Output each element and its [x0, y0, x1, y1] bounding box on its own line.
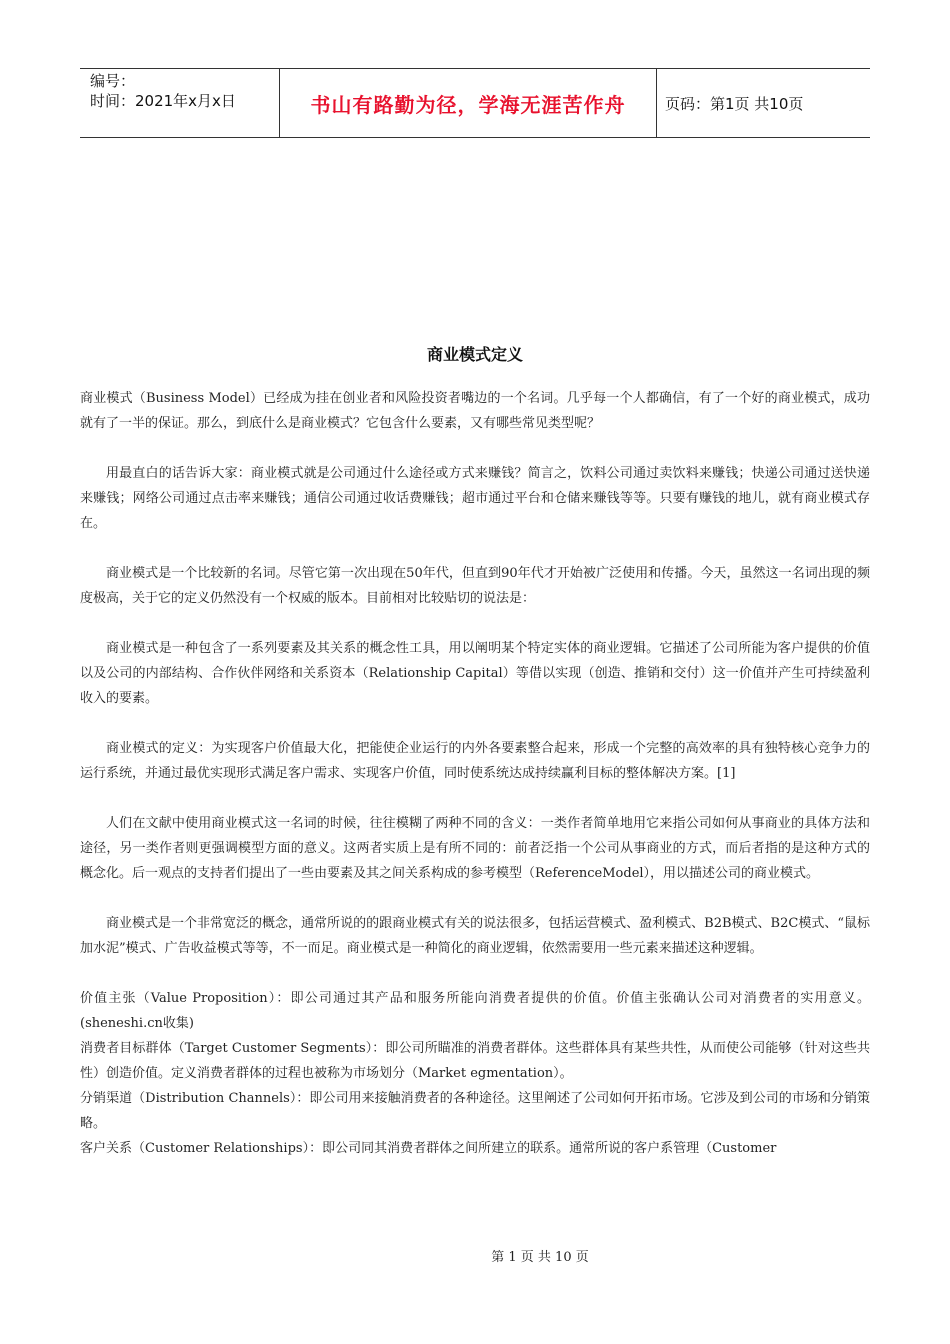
date-label: 时间：2021年x月x日: [90, 92, 236, 110]
paragraph: 人们在文献中使用商业模式这一名词的时候，往往模糊了两种不同的含义：一类作者简单地用它来指公司如何从事商业的具体方法和途径，另一类作者则更强调模型方面的意义。这两者实质上是有所不同的：前者泛指一个公司从事商业的方式，而后者指的是这种方式的概念化。后一观点的支持者们提出了一些由要素及其之间关系构成的参考模型（ReferenceModel），用以描述公司的商业模式。: [80, 816, 870, 881]
document-header: [80, 68, 870, 138]
header-left-cell: [80, 69, 280, 137]
page-footer: 第 1 页 共 10 页: [491, 1250, 589, 1265]
document-body: [80, 386, 870, 1161]
paragraph: 用最直白的话告诉大家：商业模式就是公司通过什么途径或方式来赚钱？简言之，饮料公司通过卖饮料来赚钱；快递公司通过送快递来赚钱；网络公司通过点击率来赚钱；通信公司通过收话费赚钱；超市通过平台和仓储来赚钱等等。只要有赚钱的地儿，就有商业模式存在。: [80, 466, 870, 531]
page-code: 页码：第1页 共10页: [665, 94, 804, 113]
paragraph: 商业模式（Business Model）已经成为挂在创业者和风险投资者嘴边的一个名词。几乎每一个人都确信，有了一个好的商业模式，成功就有了一半的保证。那么，到底什么是商业模式？它包含什么要素，又有哪些常见类型呢？: [80, 391, 870, 431]
paragraph: 商业模式的定义：为实现客户价值最大化，把能使企业运行的内外各要素整合起来，形成一个完整的高效率的具有独特核心竞争力的运行系统，并通过最优实现形式满足客户需求、实现客户价值，同时使系统达成持续赢利目标的整体解决方案。[1]: [80, 741, 870, 781]
paragraph: 商业模式是一个比较新的名词。尽管它第一次出现在50年代，但直到90年代才开始被广泛使用和传播。今天，虽然这一名词出现的频度极高，关于它的定义仍然没有一个权威的版本。目前相对比较贴切的说法是：: [80, 566, 870, 606]
paragraph: 商业模式是一个非常宽泛的概念，通常所说的的跟商业模式有关的说法很多，包括运营模式、盈利模式、B2B模式、B2C模式、“鼠标加水泥”模式、广告收益模式等等，不一而足。商业模式是一种简化的商业逻辑，依然需要用一些元素来描述这种逻辑。: [80, 916, 870, 956]
list-item: 消费者目标群体（Target Customer Segments）：即公司所瞄准的消费者群体。这些群体具有某些共性，从而使公司能够（针对这些共性）创造价值。定义消费者群体的过程也被称为市场划分（Market egmentation）。: [80, 1041, 870, 1081]
page-title: 商业模式定义: [426, 345, 523, 364]
list-item: 价值主张（Value Proposition）：即公司通过其产品和服务所能向消费者提供的价值。价值主张确认公司对消费者的实用意义。(sheneshi.cn收集): [80, 991, 870, 1031]
list-item: 客户关系（Customer Relationships）：即公司同其消费者群体之间所建立的联系。通常所说的客户系管理（Customer: [80, 1141, 777, 1156]
number-label: 编号：: [90, 72, 136, 90]
list-item: 分销渠道（Distribution Channels）：即公司用来接触消费者的各种途径。这里阐述了公司如何开拓市场。它涉及到公司的市场和分销策略。: [80, 1091, 870, 1131]
motto: 书山有路勤为径，学海无涯苦作舟: [280, 69, 657, 137]
paragraph: 商业模式是一种包含了一系列要素及其关系的概念性工具，用以阐明某个特定实体的商业逻辑。它描述了公司所能为客户提供的价值以及公司的内部结构、合作伙伴网络和关系资本（Relationship Capital）等借以实现（创造、推销和交付）这一价值并产生可持续盈利收入的要素。: [80, 641, 870, 706]
